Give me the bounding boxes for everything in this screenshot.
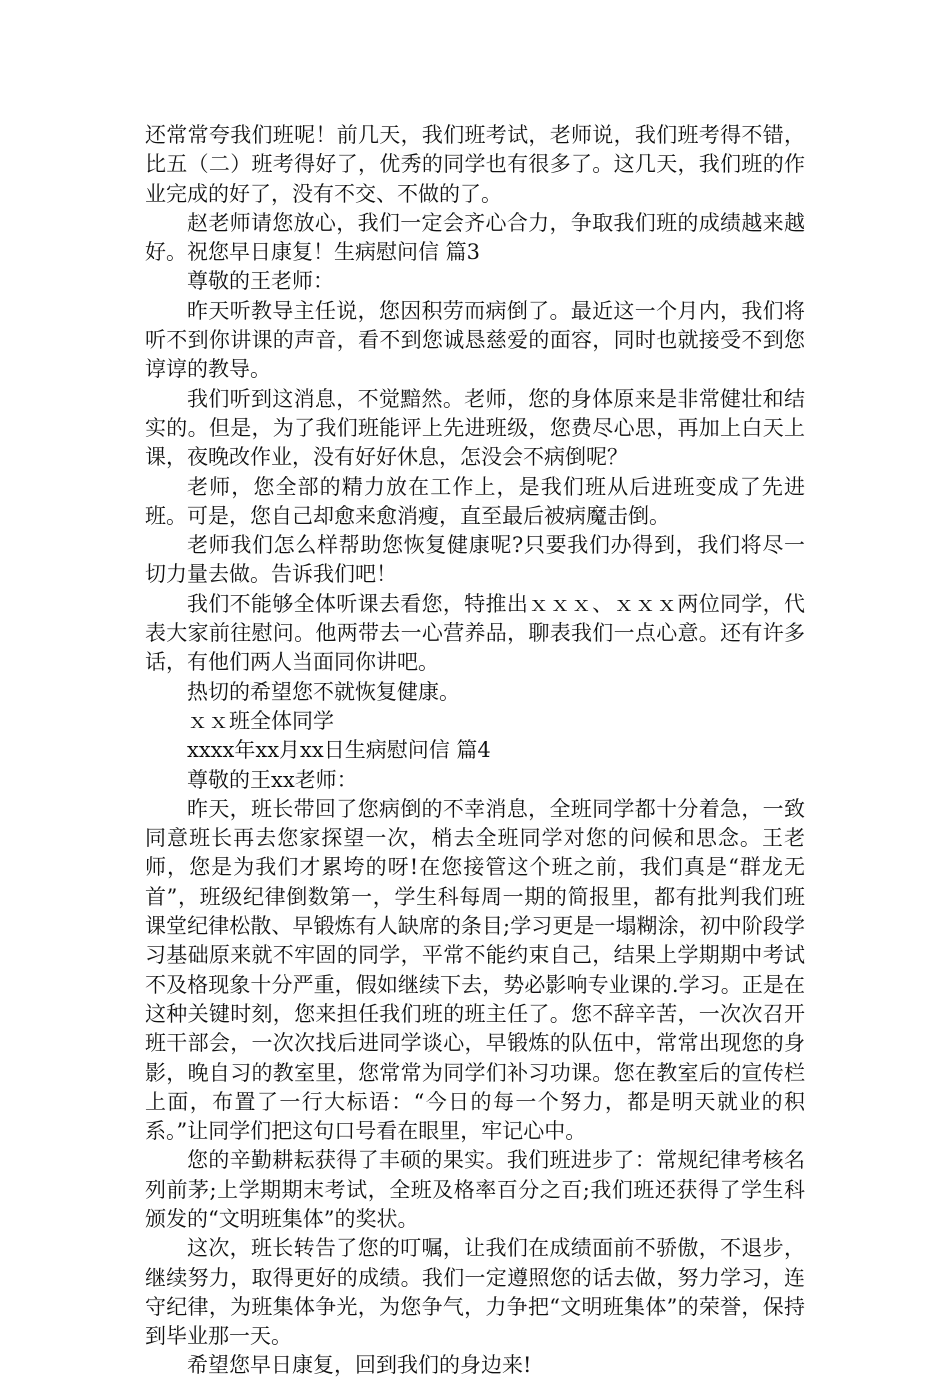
paragraph: 老师，您全部的精力放在工作上，是我们班从后进班变成了先进班。可是，您自己却愈来愈消瘦，直至最后被病魔击倒。: [145, 474, 805, 528]
paragraph: 我们不能够全体听课去看您，特推出ｘｘｘ、ｘｘｘ两位同学，代表大家前往慰问。他两带去一心营养品，聊表我们一点心意。还有许多话，有他们两人当面同你讲吧。: [145, 591, 805, 675]
document-page: [145, 121, 805, 1381]
paragraph-continuation: 还常常夸我们班呢！前几天，我们班考试，老师说，我们班考得不错，比五（二）班考得好了，优秀的同学也有很多了。这几天，我们班的作业完成的好了，没有不交、不做的了。: [145, 123, 805, 206]
paragraph: 我们听到这消息，不觉黯然。老师，您的身体原来是非常健壮和结实的。但是，为了我们班能评上先进班级，您费尽心思，再加上白天上课，夜晚改作业，没有好好休息，怎没会不病倒呢？: [145, 386, 805, 470]
date-section-4-heading: xxxx年xx月xx日生病慰问信 篇4: [187, 738, 491, 763]
paragraph: 您的辛勤耕耘获得了丰硕的果实。我们班进步了：常规纪律考核名列前茅;上学期期末考试，全班及格率百分之百;我们班还获得了学生科颁发的“文明班集体”的奖状。: [145, 1148, 805, 1231]
closing-wish: 热切的希望您不就恢复健康。: [187, 679, 460, 704]
paragraph: 昨天，班长带回了您病倒的不幸消息，全班同学都十分着急，一致同意班长再去您家探望一次，梢去全班同学对您的问候和思念。王老师，您是为我们才累垮的呀!在您接管这个班之前，我们真是“群龙无首”，班级纪律倒数第一，学生科每周一期的简报里，都有批判我们班课堂纪律松散、早锻炼有人缺席的条目;学习更是一塌糊涂，初中阶段学习基础原来就不牢固的同学，平常不能约束自己，结果上学期期中考试不及格现象十分严重，假如继续下去，势必影响专业课的.学习。正是在这种关键时刻，您来担任我们班的班主任了。您不辞辛苦，一次次召开班干部会，一次次找后进同学谈心，早锻炼的队伍中，常常出现您的身影，晚自习的教室里，您常常为同学们补习功课。您在教室后的宣传栏上面，布置了一行大标语：“今日的每一个努力，都是明天就业的积系。”让同学们把这句口号看在眼里，牢记心中。: [145, 796, 805, 1144]
paragraph-closing-section-3-heading: 赵老师请您放心，我们一定会齐心合力，争取我们班的成绩越来越好。祝您早日康复！生病慰问信 篇3: [145, 210, 805, 265]
signature: ｘｘ班全体同学: [187, 708, 334, 733]
closing-wish: 希望您早日康复，回到我们的身边来!: [187, 1353, 532, 1378]
salutation-letter-4: 尊敬的王xx老师：: [187, 767, 358, 792]
paragraph: 老师我们怎么样帮助您恢复健康呢?只要我们办得到，我们将尽一切力量去做。告诉我们吧！: [145, 533, 805, 587]
paragraph: 这次，班长转告了您的叮嘱，让我们在成绩面前不骄傲，不退步，继续努力，取得更好的成绩。我们一定遵照您的话去做，努力学习，连守纪律，为班集体争光，为您争气，力争把“文明班集体”的荣誉，保持到毕业那一天。: [145, 1236, 805, 1349]
salutation-letter-3: 尊敬的王老师：: [187, 269, 334, 294]
paragraph: 昨天听教导主任说，您因积劳而病倒了。最近这一个月内，我们将听不到你讲课的声音，看不到您诚恳慈爱的面容，同时也就接受不到您谆谆的教导。: [145, 298, 805, 382]
